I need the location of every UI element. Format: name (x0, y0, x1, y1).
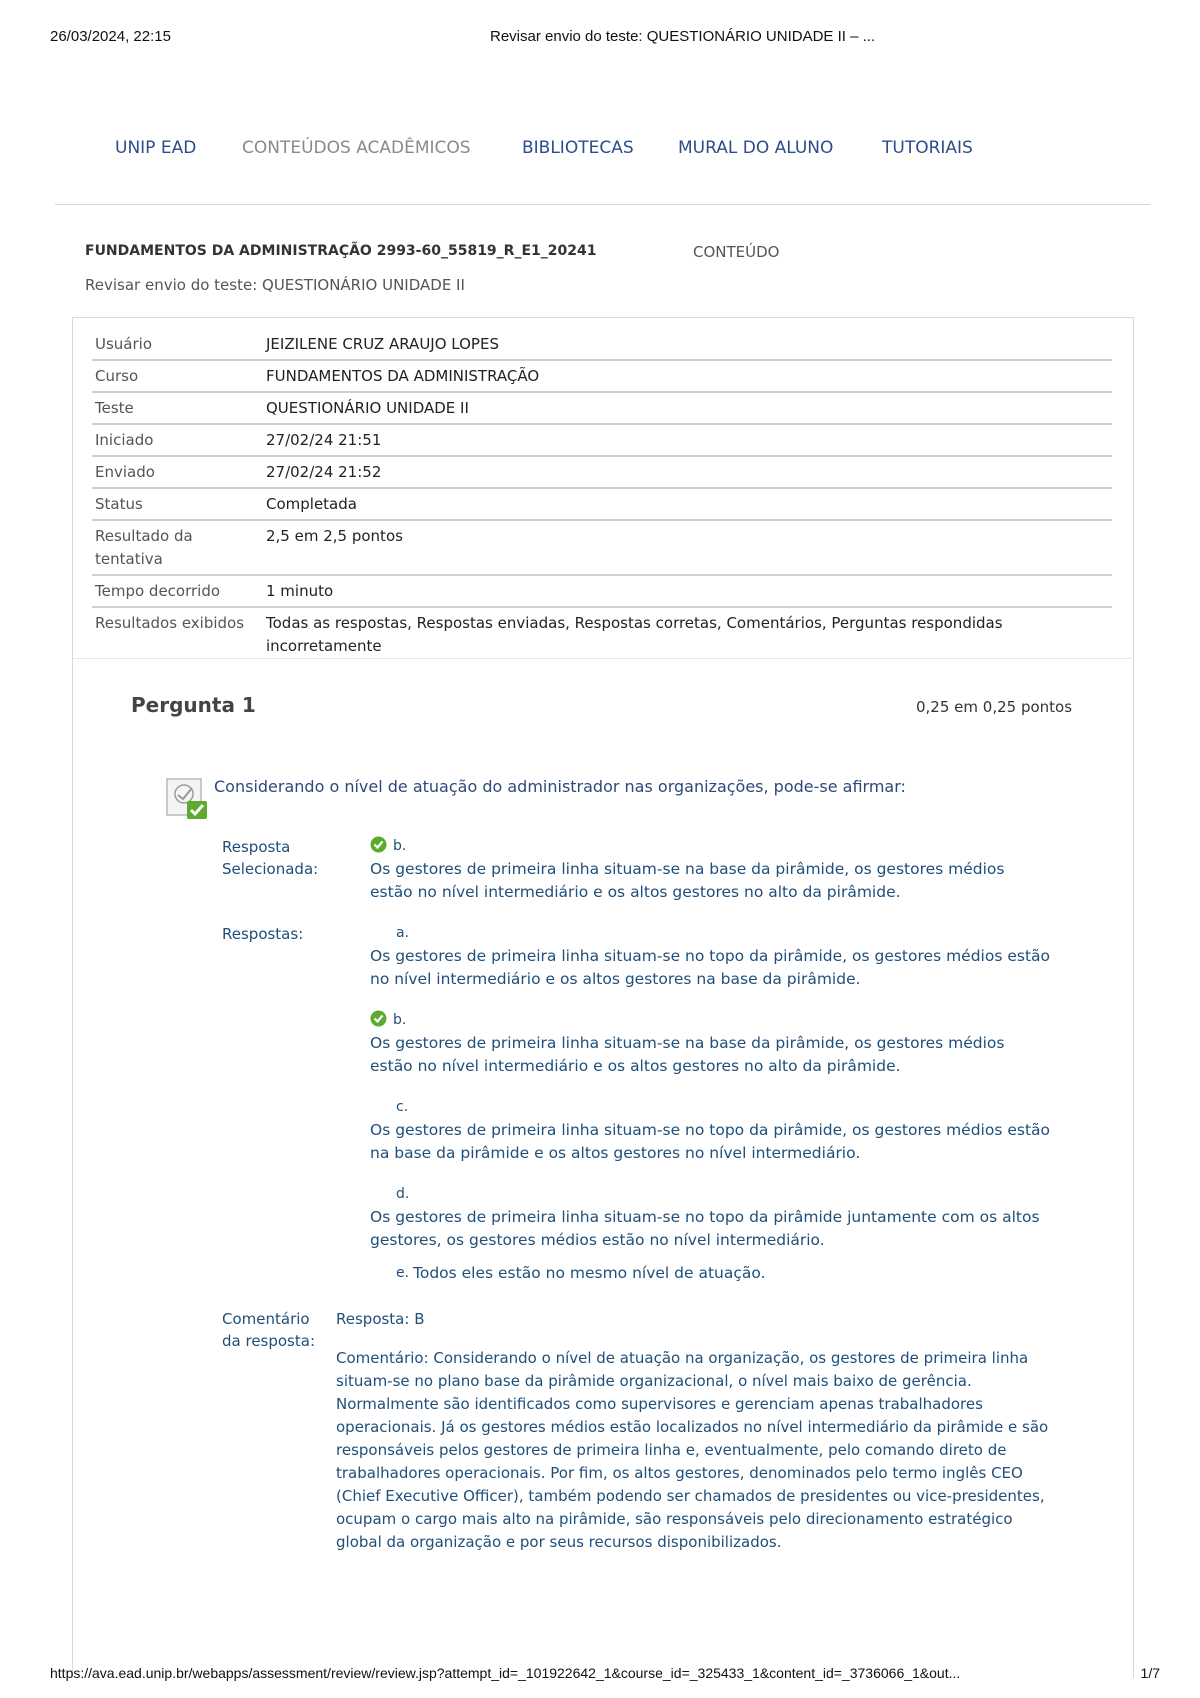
summary-value: FUNDAMENTOS DA ADMINISTRAÇÃO (263, 360, 1112, 392)
breadcrumb-course[interactable]: FUNDAMENTOS DA ADMINISTRAÇÃO 2993-60_55819_R_E1_20241 (85, 243, 597, 259)
summary-label: Iniciado (92, 424, 263, 456)
selected-answer-letter-row (370, 835, 1050, 858)
summary-value: 2,5 em 2,5 pontos (263, 520, 1112, 575)
breadcrumb-section[interactable]: CONTEÚDO (693, 243, 780, 261)
question-text: Considerando o nível de atuação do administrador nas organizações, pode-se afirmar: (214, 777, 906, 796)
attempt-summary-table (92, 329, 1112, 661)
nav-item-tutoriais[interactable]: TUTORIAIS (882, 138, 973, 158)
table-row (92, 520, 1112, 575)
summary-label: Tempo decorrido (92, 575, 263, 607)
print-page-number: 1/7 (1140, 1665, 1160, 1681)
answer-letter: d. (396, 1186, 410, 1202)
answer-option-correct (370, 1009, 1050, 1078)
answer-option (370, 1096, 1050, 1165)
table-row (92, 360, 1112, 392)
answer-option (370, 922, 1050, 991)
print-doc-title: Revisar envio do teste: QUESTIONÁRIO UNIDADE II – ... (490, 28, 876, 45)
summary-value: Completada (263, 488, 1112, 520)
question-title: Pergunta 1 (131, 693, 256, 717)
nav-divider (55, 204, 1150, 205)
selected-answer-letter: b. (393, 838, 407, 854)
summary-label: Enviado (92, 456, 263, 488)
summary-value: Todas as respostas, Respostas enviadas, Respostas corretas, Comentários, Perguntas respondidas incorretamente (266, 614, 1003, 655)
nav-item-bibliotecas[interactable]: BIBLIOTECAS (522, 138, 634, 158)
summary-label: Resultados exibidos (95, 614, 245, 632)
summary-label: Teste (92, 392, 263, 424)
table-row (92, 488, 1112, 520)
summary-value: 27/02/24 21:51 (263, 424, 1112, 456)
comment-label: Comentário da resposta: (222, 1310, 316, 1350)
answer-letter: b. (393, 1012, 407, 1028)
table-row (92, 329, 1112, 360)
summary-value: 1 minuto (263, 575, 1112, 607)
summary-value: JEIZILENE CRUZ ARAUJO LOPES (263, 329, 1112, 360)
summary-divider (73, 658, 1132, 659)
answer-text: Os gestores de primeira linha situam-se no topo da pirâmide, os gestores médios estão na base da pirâmide e os altos gestores no nível intermediário. (370, 1121, 1051, 1162)
summary-label: Curso (92, 360, 263, 392)
table-row (92, 392, 1112, 424)
selected-answer-label: Resposta Selecionada: (222, 838, 319, 878)
check-circle-icon (370, 836, 387, 853)
question-points: 0,25 em 0,25 pontos (916, 698, 1073, 716)
answer-text: Os gestores de primeira linha situam-se na base da pirâmide, os gestores médios estão no nível intermediário e os altos gestores no alto da pirâmide. (370, 1034, 1005, 1075)
summary-value: QUESTIONÁRIO UNIDADE II (263, 392, 1112, 424)
answer-text: Os gestores de primeira linha situam-se no topo da pirâmide juntamente com os altos gestores, os gestores médios estão no nível intermediário. (370, 1208, 1040, 1249)
table-row (92, 424, 1112, 456)
answer-text: Os gestores de primeira linha situam-se no topo da pirâmide, os gestores médios estão no nível intermediário e os altos gestores na base da pirâmide. (370, 947, 1051, 988)
summary-label: Status (92, 488, 263, 520)
answer-letter: e. (396, 1265, 410, 1281)
comment-text: Comentário: Considerando o nível de atuação na organização, os gestores de primeira linha situam-se no plano base da pirâmide organizacional, o nível mais baixo de gerência. Normalmente são identificados como supervisores e gerenciam apenas trabalhadores operacionais. Já os gestores médios estão localizados no nível intermediário da pirâmide e são responsáveis pelos gestores de primeira linha e, eventualmente, pelo comando direto de trabalhadores operacionais. Por fim, os altos gestores, denominados pelo termo inglês CEO (Chief Executive Officer), também podendo ser chamados de presidentes ou vice-presidentes, ocupam o cargo mais alto na pirâmide, são responsáveis pelo direcionamento estratégico global da organização e por seus recursos disponibilizados. (336, 1349, 1049, 1551)
answer-letter: a. (396, 925, 410, 941)
summary-label: Usuário (92, 329, 263, 360)
table-row (92, 575, 1112, 607)
check-pencil-icon (165, 777, 209, 821)
table-row (92, 456, 1112, 488)
print-date: 26/03/2024, 22:15 (50, 28, 171, 45)
answer-letter: c. (396, 1099, 409, 1115)
comment-answer: Resposta: B (336, 1310, 425, 1328)
answer-text: Todos eles estão no mesmo nível de atuação. (413, 1264, 766, 1282)
nav-item-conteudos-academicos[interactable]: CONTEÚDOS ACADÊMICOS (242, 138, 471, 158)
print-url: https://ava.ead.unip.br/webapps/assessment/review/review.jsp?attempt_id=_101922642_1&course_id=_325433_1&content_id=_3736066_1&out... (50, 1665, 961, 1681)
answer-option (370, 1183, 1050, 1252)
table-row (92, 607, 1112, 661)
print-header (50, 28, 1150, 50)
summary-value: 27/02/24 21:52 (263, 456, 1112, 488)
check-circle-icon (370, 1010, 387, 1027)
selected-answer (370, 835, 1050, 904)
answers-label: Respostas: (222, 925, 304, 943)
answer-letter-row (370, 1009, 1050, 1032)
page-title: Revisar envio do teste: QUESTIONÁRIO UNIDADE II (85, 276, 465, 294)
summary-label: Resultado da tentativa (92, 520, 263, 575)
print-footer (50, 1665, 1160, 1687)
nav-item-unip-ead[interactable]: UNIP EAD (115, 138, 197, 158)
nav-item-mural-do-aluno[interactable]: MURAL DO ALUNO (678, 138, 834, 158)
selected-answer-text: Os gestores de primeira linha situam-se na base da pirâmide, os gestores médios estão no nível intermediário e os altos gestores no alto da pirâmide. (370, 860, 1005, 901)
